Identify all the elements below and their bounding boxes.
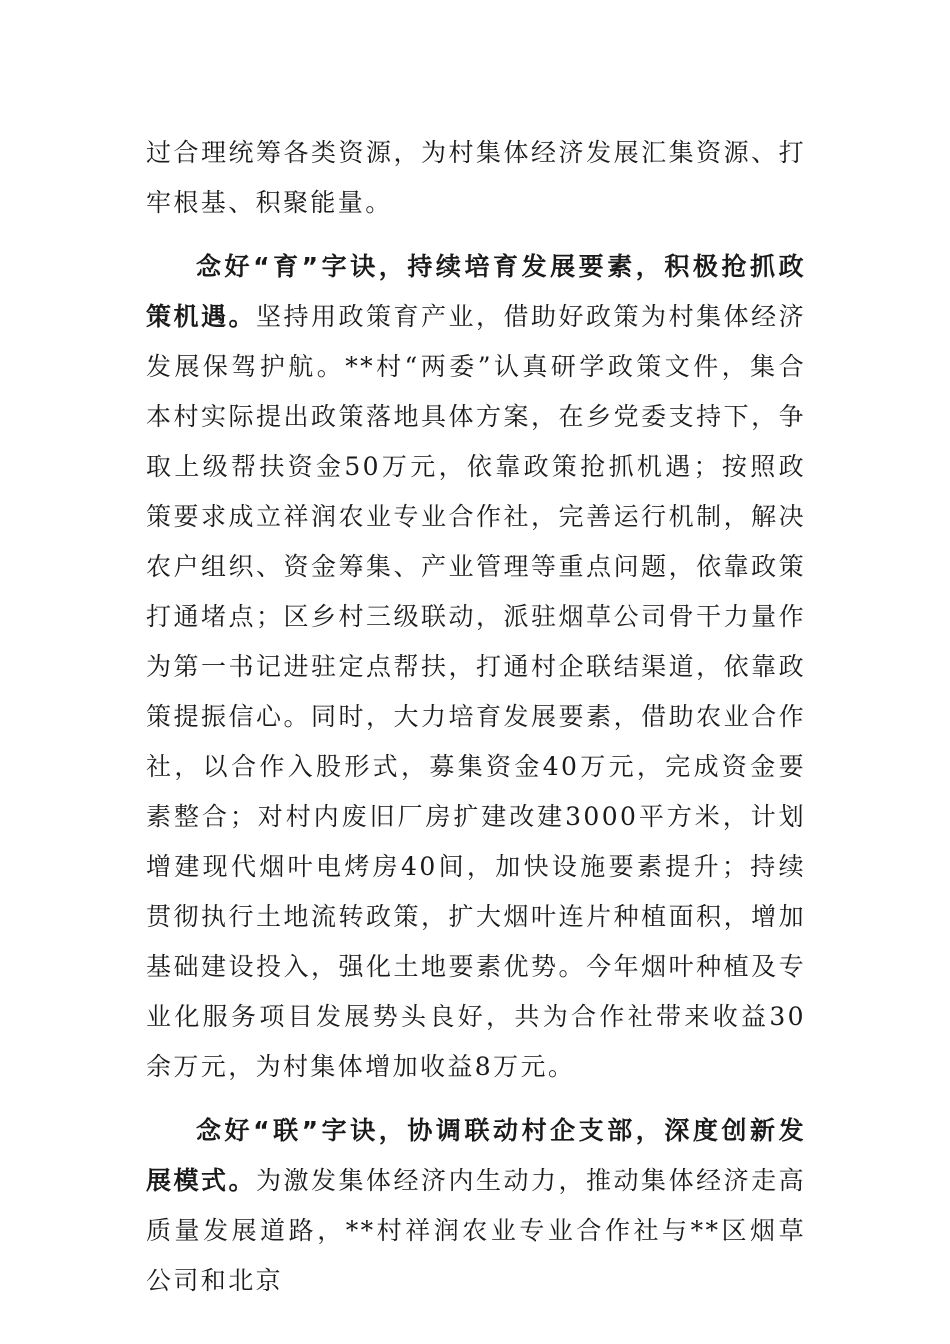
paragraph-heading: 念好“育”字诀，持续培育发展要素，积极抢抓政策机遇。 [146, 252, 806, 331]
paragraph-text: 为激发集体经济内生动力，推动集体经济走高质量发展道路，**村祥润农业专业合作社与**区烟草公司和北京 [146, 1166, 806, 1295]
paragraph-heading: 念好“联”字诀，协调联动村企支部，深度创新发展模式。 [146, 1116, 806, 1195]
paragraph-lian [146, 1106, 806, 1306]
paragraph-text: 过合理统筹各类资源，为村集体经济发展汇集资源、打牢根基、积聚能量。 [146, 138, 806, 217]
document-body [146, 128, 806, 1320]
paragraph-text: 坚持用政策育产业，借助好政策为村集体经济发展保驾护航。**村“两委”认真研学政策文件，集合本村实际提出政策落地具体方案，在乡党委支持下，争取上级帮扶资金50万元，依靠政策抢抓机遇；按照政策要求成立祥润农业专业合作社，完善运行机制，解决农户组织、资金筹集、产业管理等重点问题，依靠政策打通堵点；区乡村三级联动，派驻烟草公司骨干力量作为第一书记进驻定点帮扶，打通村企联结渠道，依靠政策提振信心。同时，大力培育发展要素，借助农业合作社，以合作入股形式，募集资金40万元，完成资金要素整合；对村内废旧厂房扩建改建3000平方米，计划增建现代烟叶电烤房40间，加快设施要素提升；持续贯彻执行土地流转政策，扩大烟叶连片种植面积，增加基础建设投入，强化土地要素优势。今年烟叶种植及专业化服务项目发展势头良好，共为合作社带来收益30余万元，为村集体增加收益8万元。 [146, 302, 806, 1081]
paragraph-continuation [146, 128, 806, 228]
paragraph-yu [146, 242, 806, 1092]
